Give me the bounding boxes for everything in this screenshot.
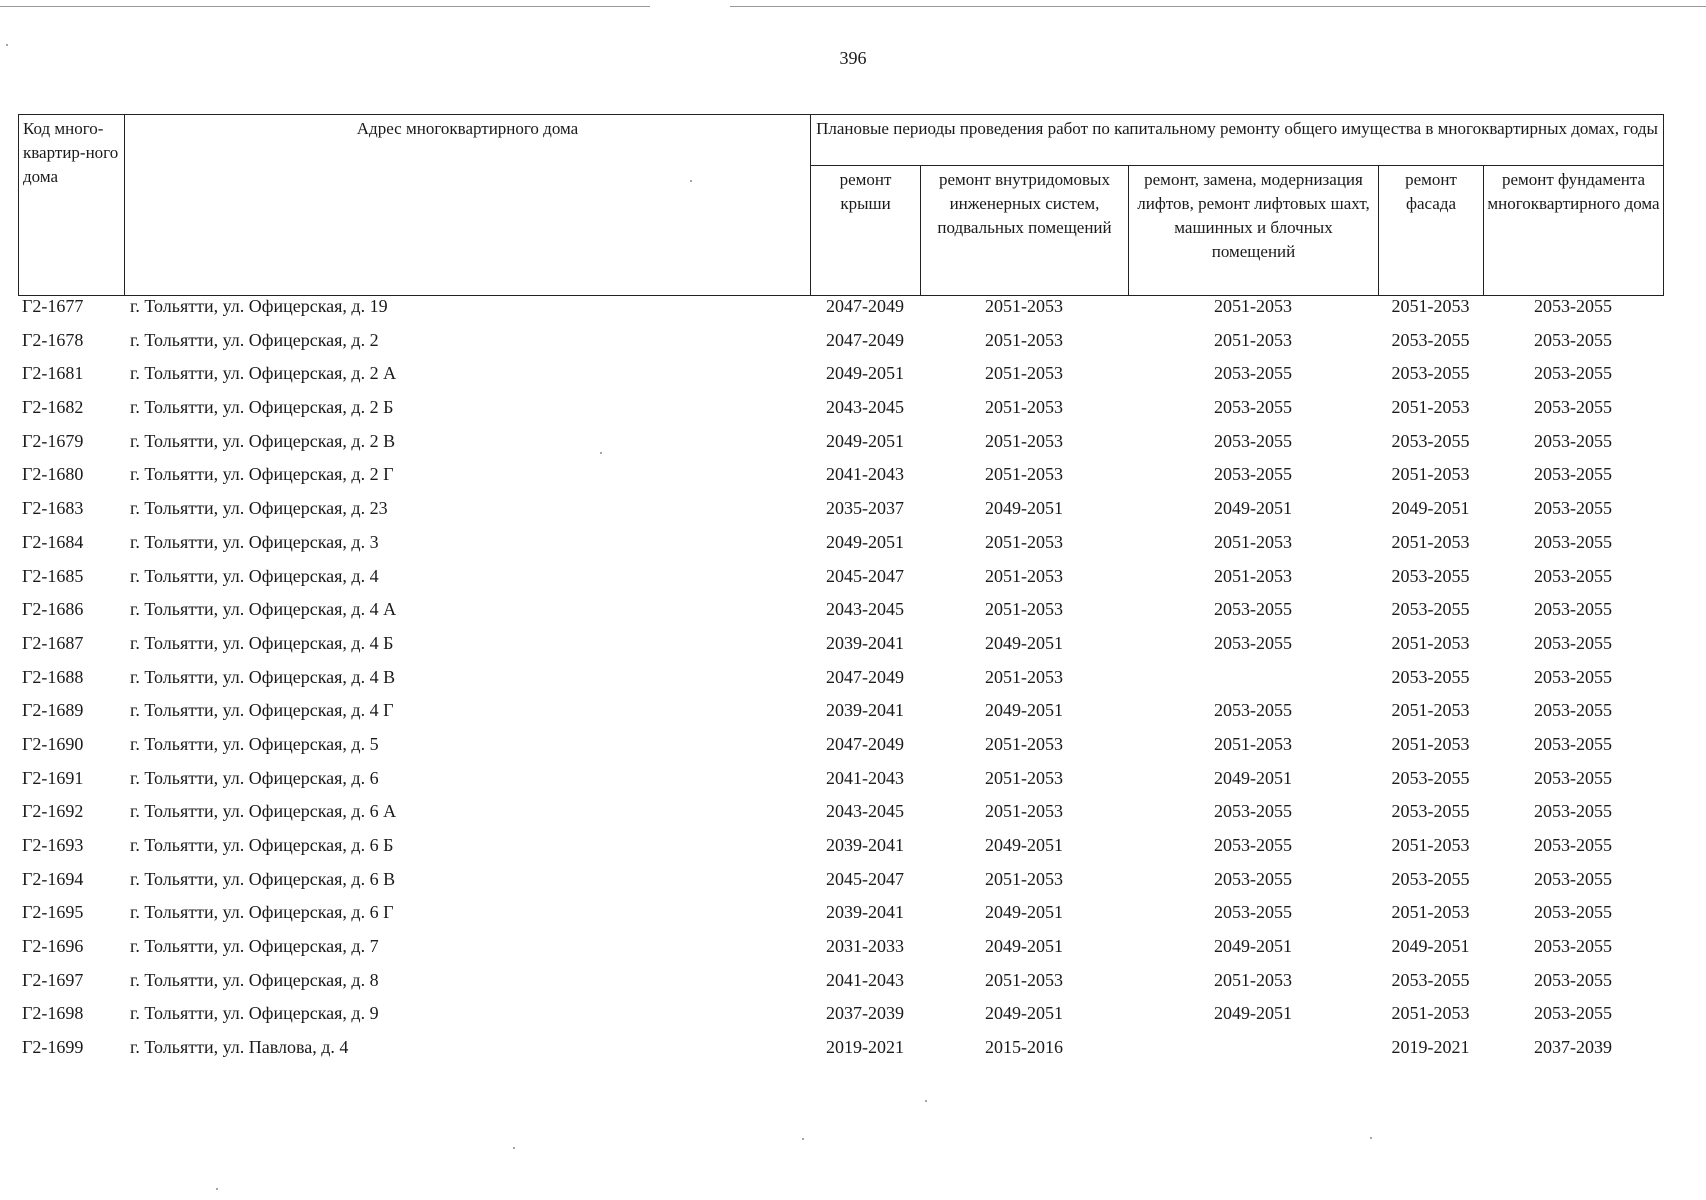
cell-foundation: 2053-2055 (1534, 936, 1612, 957)
cell-facade: 2051-2053 (1391, 902, 1470, 923)
cell-address: г. Тольятти, ул. Офицерская, д. 7 (130, 936, 379, 957)
cell-address: г. Тольятти, ул. Офицерская, д. 19 (130, 296, 388, 316)
cell-facade: 2051-2053 (1391, 531, 1470, 552)
scan-speck (513, 1147, 515, 1149)
cell-code: Г2-1680 (22, 464, 84, 485)
cell-foundation: 2053-2055 (1534, 868, 1612, 889)
header-group: Плановые периоды проведения работ по капитальному ремонту общего имущества в многоквартирных домах, годы (811, 115, 1664, 166)
table-row (18, 1003, 1663, 1037)
cell-engineering: 2051-2053 (985, 767, 1063, 788)
cell-foundation: 2053-2055 (1534, 599, 1612, 620)
cell-address: г. Тольятти, ул. Офицерская, д. 6 А (130, 801, 397, 822)
cell-address: г. Тольятти, ул. Офицерская, д. 4 Г (130, 700, 394, 721)
table-header (18, 114, 1664, 296)
cell-address: г. Тольятти, ул. Офицерская, д. 2 Г (130, 464, 394, 485)
cell-facade: 2019-2021 (1391, 1037, 1470, 1058)
table-row (18, 498, 1663, 532)
cell-roof: 2037-2039 (826, 1003, 904, 1024)
cell-roof: 2035-2037 (826, 498, 904, 519)
cell-roof: 2043-2045 (826, 397, 904, 418)
scan-speck (925, 1100, 927, 1102)
cell-engineering: 2049-2051 (985, 902, 1063, 923)
cell-engineering: 2051-2053 (985, 464, 1063, 485)
table-row (18, 296, 1663, 330)
table-row (18, 734, 1663, 768)
cell-roof: 2041-2043 (826, 767, 904, 788)
cell-facade: 2053-2055 (1391, 599, 1470, 620)
cell-code: Г2-1682 (22, 397, 84, 418)
cell-elevator: 2049-2051 (1214, 498, 1292, 519)
table-row (18, 397, 1663, 431)
cell-engineering: 2015-2016 (985, 1037, 1063, 1058)
header-foundation: ремонт фундамента многоквартирного дома (1484, 166, 1664, 296)
cell-elevator: 2051-2053 (1214, 565, 1292, 586)
cell-engineering: 2049-2051 (985, 632, 1063, 653)
table-row (18, 936, 1663, 970)
cell-engineering: 2051-2053 (985, 969, 1063, 990)
header-engineering: ремонт внутридомовых инженерных систем, подвальных помещений (921, 166, 1129, 296)
table-row (18, 532, 1663, 566)
cell-address: г. Тольятти, ул. Офицерская, д. 2 В (130, 430, 396, 451)
cell-roof: 2045-2047 (826, 868, 904, 889)
cell-engineering: 2049-2051 (985, 936, 1063, 957)
table-row (18, 700, 1663, 734)
cell-engineering: 2049-2051 (985, 498, 1063, 519)
cell-code: Г2-1691 (22, 767, 84, 788)
cell-facade: 2049-2051 (1391, 498, 1470, 519)
page-number: 396 (839, 48, 867, 68)
cell-foundation: 2053-2055 (1534, 733, 1612, 754)
cell-elevator: 2051-2053 (1214, 733, 1292, 754)
cell-engineering: 2051-2053 (985, 363, 1063, 384)
table-row (18, 464, 1663, 498)
cell-elevator: 2053-2055 (1214, 430, 1292, 451)
table-row (18, 970, 1663, 1004)
cell-facade: 2053-2055 (1391, 767, 1470, 788)
cell-address: г. Тольятти, ул. Офицерская, д. 3 (130, 531, 379, 552)
scan-speck (600, 452, 602, 454)
cell-code: Г2-1698 (22, 1003, 84, 1024)
scan-speck (1370, 1137, 1372, 1139)
cell-facade: 2053-2055 (1391, 565, 1470, 586)
cell-address: г. Тольятти, ул. Офицерская, д. 2 (130, 329, 379, 350)
table-row (18, 768, 1663, 802)
cell-foundation: 2053-2055 (1534, 329, 1612, 350)
cell-elevator: 2053-2055 (1214, 464, 1292, 485)
cell-code: Г2-1692 (22, 801, 84, 822)
cell-address: г. Тольятти, ул. Офицерская, д. 4 А (130, 599, 397, 620)
cell-facade: 2051-2053 (1391, 1003, 1470, 1024)
data-table (18, 296, 1663, 1071)
cell-facade: 2053-2055 (1391, 430, 1470, 451)
cell-code: Г2-1679 (22, 430, 84, 451)
cell-foundation: 2053-2055 (1534, 430, 1612, 451)
scan-edge-line (730, 6, 1706, 7)
cell-elevator: 2053-2055 (1214, 902, 1292, 923)
cell-address: г. Тольятти, ул. Павлова, д. 4 (130, 1037, 349, 1058)
cell-foundation: 2053-2055 (1534, 531, 1612, 552)
cell-code: Г2-1699 (22, 1037, 84, 1058)
scan-speck (216, 1188, 218, 1190)
scan-edge-line (0, 6, 650, 7)
cell-engineering: 2051-2053 (985, 296, 1063, 316)
cell-elevator: 2051-2053 (1214, 969, 1292, 990)
cell-foundation: 2053-2055 (1534, 565, 1612, 586)
cell-foundation: 2053-2055 (1534, 464, 1612, 485)
cell-address: г. Тольятти, ул. Офицерская, д. 2 Б (130, 397, 394, 418)
cell-facade: 2051-2053 (1391, 464, 1470, 485)
cell-address: г. Тольятти, ул. Офицерская, д. 9 (130, 1003, 379, 1024)
header-elevator: ремонт, замена, модернизация лифтов, ремонт лифтовых шахт, машинных и блочных помещений (1129, 166, 1379, 296)
cell-elevator: 2053-2055 (1214, 801, 1292, 822)
cell-foundation: 2053-2055 (1534, 835, 1612, 855)
cell-address: г. Тольятти, ул. Офицерская, д. 6 (130, 767, 379, 788)
table-row (18, 599, 1663, 633)
cell-foundation: 2053-2055 (1534, 801, 1612, 822)
table-row (18, 566, 1663, 600)
cell-roof: 2043-2045 (826, 599, 904, 620)
cell-foundation: 2053-2055 (1534, 498, 1612, 519)
cell-foundation: 2053-2055 (1534, 666, 1612, 687)
cell-facade: 2053-2055 (1391, 969, 1470, 990)
cell-facade: 2053-2055 (1391, 801, 1470, 822)
table-row (18, 902, 1663, 936)
cell-code: Г2-1686 (22, 599, 84, 620)
cell-roof: 2039-2041 (826, 902, 904, 923)
cell-engineering: 2049-2051 (985, 700, 1063, 721)
cell-facade: 2053-2055 (1391, 363, 1470, 384)
scan-speck (6, 44, 8, 46)
scan-speck (802, 1138, 804, 1140)
cell-elevator: 2053-2055 (1214, 363, 1292, 384)
cell-engineering: 2051-2053 (985, 801, 1063, 822)
cell-engineering: 2051-2053 (985, 430, 1063, 451)
cell-roof: 2049-2051 (826, 430, 904, 451)
cell-roof: 2047-2049 (826, 733, 904, 754)
cell-elevator: 2049-2051 (1214, 936, 1292, 957)
cell-elevator (1128, 1037, 1378, 1071)
cell-facade: 2051-2053 (1391, 632, 1470, 653)
cell-engineering: 2051-2053 (985, 733, 1063, 754)
cell-elevator: 2049-2051 (1214, 1003, 1292, 1024)
cell-engineering: 2051-2053 (985, 397, 1063, 418)
cell-roof: 2039-2041 (826, 632, 904, 653)
cell-address: г. Тольятти, ул. Офицерская, д. 5 (130, 733, 379, 754)
cell-engineering: 2051-2053 (985, 599, 1063, 620)
header-code: Код много-квартир-ного дома (19, 115, 125, 296)
cell-elevator: 2053-2055 (1214, 397, 1292, 418)
cell-foundation: 2053-2055 (1534, 1003, 1612, 1024)
table-row (18, 835, 1663, 869)
cell-address: г. Тольятти, ул. Офицерская, д. 23 (130, 498, 388, 519)
cell-foundation: 2053-2055 (1534, 296, 1612, 316)
cell-elevator: 2049-2051 (1214, 767, 1292, 788)
cell-elevator: 2053-2055 (1214, 835, 1292, 855)
cell-facade: 2051-2053 (1391, 296, 1470, 316)
cell-facade: 2051-2053 (1391, 397, 1470, 418)
cell-roof: 2049-2051 (826, 531, 904, 552)
table-row (18, 431, 1663, 465)
cell-address: г. Тольятти, ул. Офицерская, д. 4 (130, 565, 379, 586)
cell-facade: 2053-2055 (1391, 868, 1470, 889)
cell-engineering: 2049-2051 (985, 1003, 1063, 1024)
cell-code: Г2-1697 (22, 969, 84, 990)
table-row (18, 869, 1663, 903)
cell-code: Г2-1688 (22, 666, 84, 687)
cell-engineering: 2051-2053 (985, 565, 1063, 586)
cell-code: Г2-1677 (22, 296, 84, 316)
cell-code: Г2-1687 (22, 632, 84, 653)
cell-address: г. Тольятти, ул. Офицерская, д. 6 Б (130, 835, 394, 855)
cell-code: Г2-1694 (22, 868, 84, 889)
cell-code: Г2-1684 (22, 531, 84, 552)
table-row (18, 363, 1663, 397)
cell-roof: 2041-2043 (826, 464, 904, 485)
cell-code: Г2-1696 (22, 936, 84, 957)
cell-code: Г2-1693 (22, 835, 84, 855)
cell-code: Г2-1681 (22, 363, 84, 384)
cell-foundation: 2053-2055 (1534, 767, 1612, 788)
cell-roof: 2047-2049 (826, 666, 904, 687)
cell-elevator: 2051-2053 (1214, 329, 1292, 350)
cell-elevator (1128, 667, 1378, 701)
cell-code: Г2-1689 (22, 700, 84, 721)
cell-engineering: 2051-2053 (985, 868, 1063, 889)
cell-roof: 2049-2051 (826, 363, 904, 384)
cell-foundation: 2053-2055 (1534, 397, 1612, 418)
cell-address: г. Тольятти, ул. Офицерская, д. 4 В (130, 666, 396, 687)
cell-foundation: 2053-2055 (1534, 363, 1612, 384)
cell-roof: 2031-2033 (826, 936, 904, 957)
table-row (18, 633, 1663, 667)
cell-engineering: 2051-2053 (985, 531, 1063, 552)
cell-roof: 2041-2043 (826, 969, 904, 990)
cell-foundation: 2053-2055 (1534, 969, 1612, 990)
cell-foundation: 2037-2039 (1534, 1037, 1612, 1058)
cell-facade: 2049-2051 (1391, 936, 1470, 957)
cell-engineering: 2049-2051 (985, 835, 1063, 855)
cell-code: Г2-1690 (22, 733, 84, 754)
cell-elevator: 2053-2055 (1214, 700, 1292, 721)
cell-foundation: 2053-2055 (1534, 632, 1612, 653)
cell-code: Г2-1678 (22, 329, 84, 350)
cell-roof: 2019-2021 (826, 1037, 904, 1058)
cell-engineering: 2051-2053 (985, 666, 1063, 687)
cell-elevator: 2053-2055 (1214, 599, 1292, 620)
cell-roof: 2045-2047 (826, 565, 904, 586)
header-address: Адрес многоквартирного дома (125, 115, 811, 296)
cell-roof: 2047-2049 (826, 329, 904, 350)
table-row (18, 1037, 1663, 1071)
cell-roof: 2039-2041 (826, 700, 904, 721)
cell-address: г. Тольятти, ул. Офицерская, д. 6 В (130, 868, 396, 889)
cell-roof: 2043-2045 (826, 801, 904, 822)
cell-code: Г2-1683 (22, 498, 84, 519)
cell-address: г. Тольятти, ул. Офицерская, д. 4 Б (130, 632, 394, 653)
table-row (18, 330, 1663, 364)
cell-address: г. Тольятти, ул. Офицерская, д. 6 Г (130, 902, 394, 923)
scan-speck (690, 180, 692, 182)
table-row (18, 801, 1663, 835)
cell-facade: 2051-2053 (1391, 733, 1470, 754)
cell-address: г. Тольятти, ул. Офицерская, д. 8 (130, 969, 379, 990)
cell-roof: 2047-2049 (826, 296, 904, 316)
cell-address: г. Тольятти, ул. Офицерская, д. 2 А (130, 363, 397, 384)
cell-elevator: 2053-2055 (1214, 868, 1292, 889)
cell-facade: 2051-2053 (1391, 700, 1470, 721)
cell-elevator: 2051-2053 (1214, 531, 1292, 552)
header-roof: ремонт крыши (811, 166, 921, 296)
cell-roof: 2039-2041 (826, 835, 904, 855)
cell-elevator: 2051-2053 (1214, 296, 1292, 316)
cell-engineering: 2051-2053 (985, 329, 1063, 350)
cell-facade: 2053-2055 (1391, 329, 1470, 350)
cell-facade: 2051-2053 (1391, 835, 1470, 855)
cell-code: Г2-1695 (22, 902, 84, 923)
cell-code: Г2-1685 (22, 565, 84, 586)
table-row (18, 667, 1663, 701)
cell-foundation: 2053-2055 (1534, 700, 1612, 721)
cell-foundation: 2053-2055 (1534, 902, 1612, 923)
cell-facade: 2053-2055 (1391, 666, 1470, 687)
cell-elevator: 2053-2055 (1214, 632, 1292, 653)
header-facade: ремонт фасада (1379, 166, 1484, 296)
